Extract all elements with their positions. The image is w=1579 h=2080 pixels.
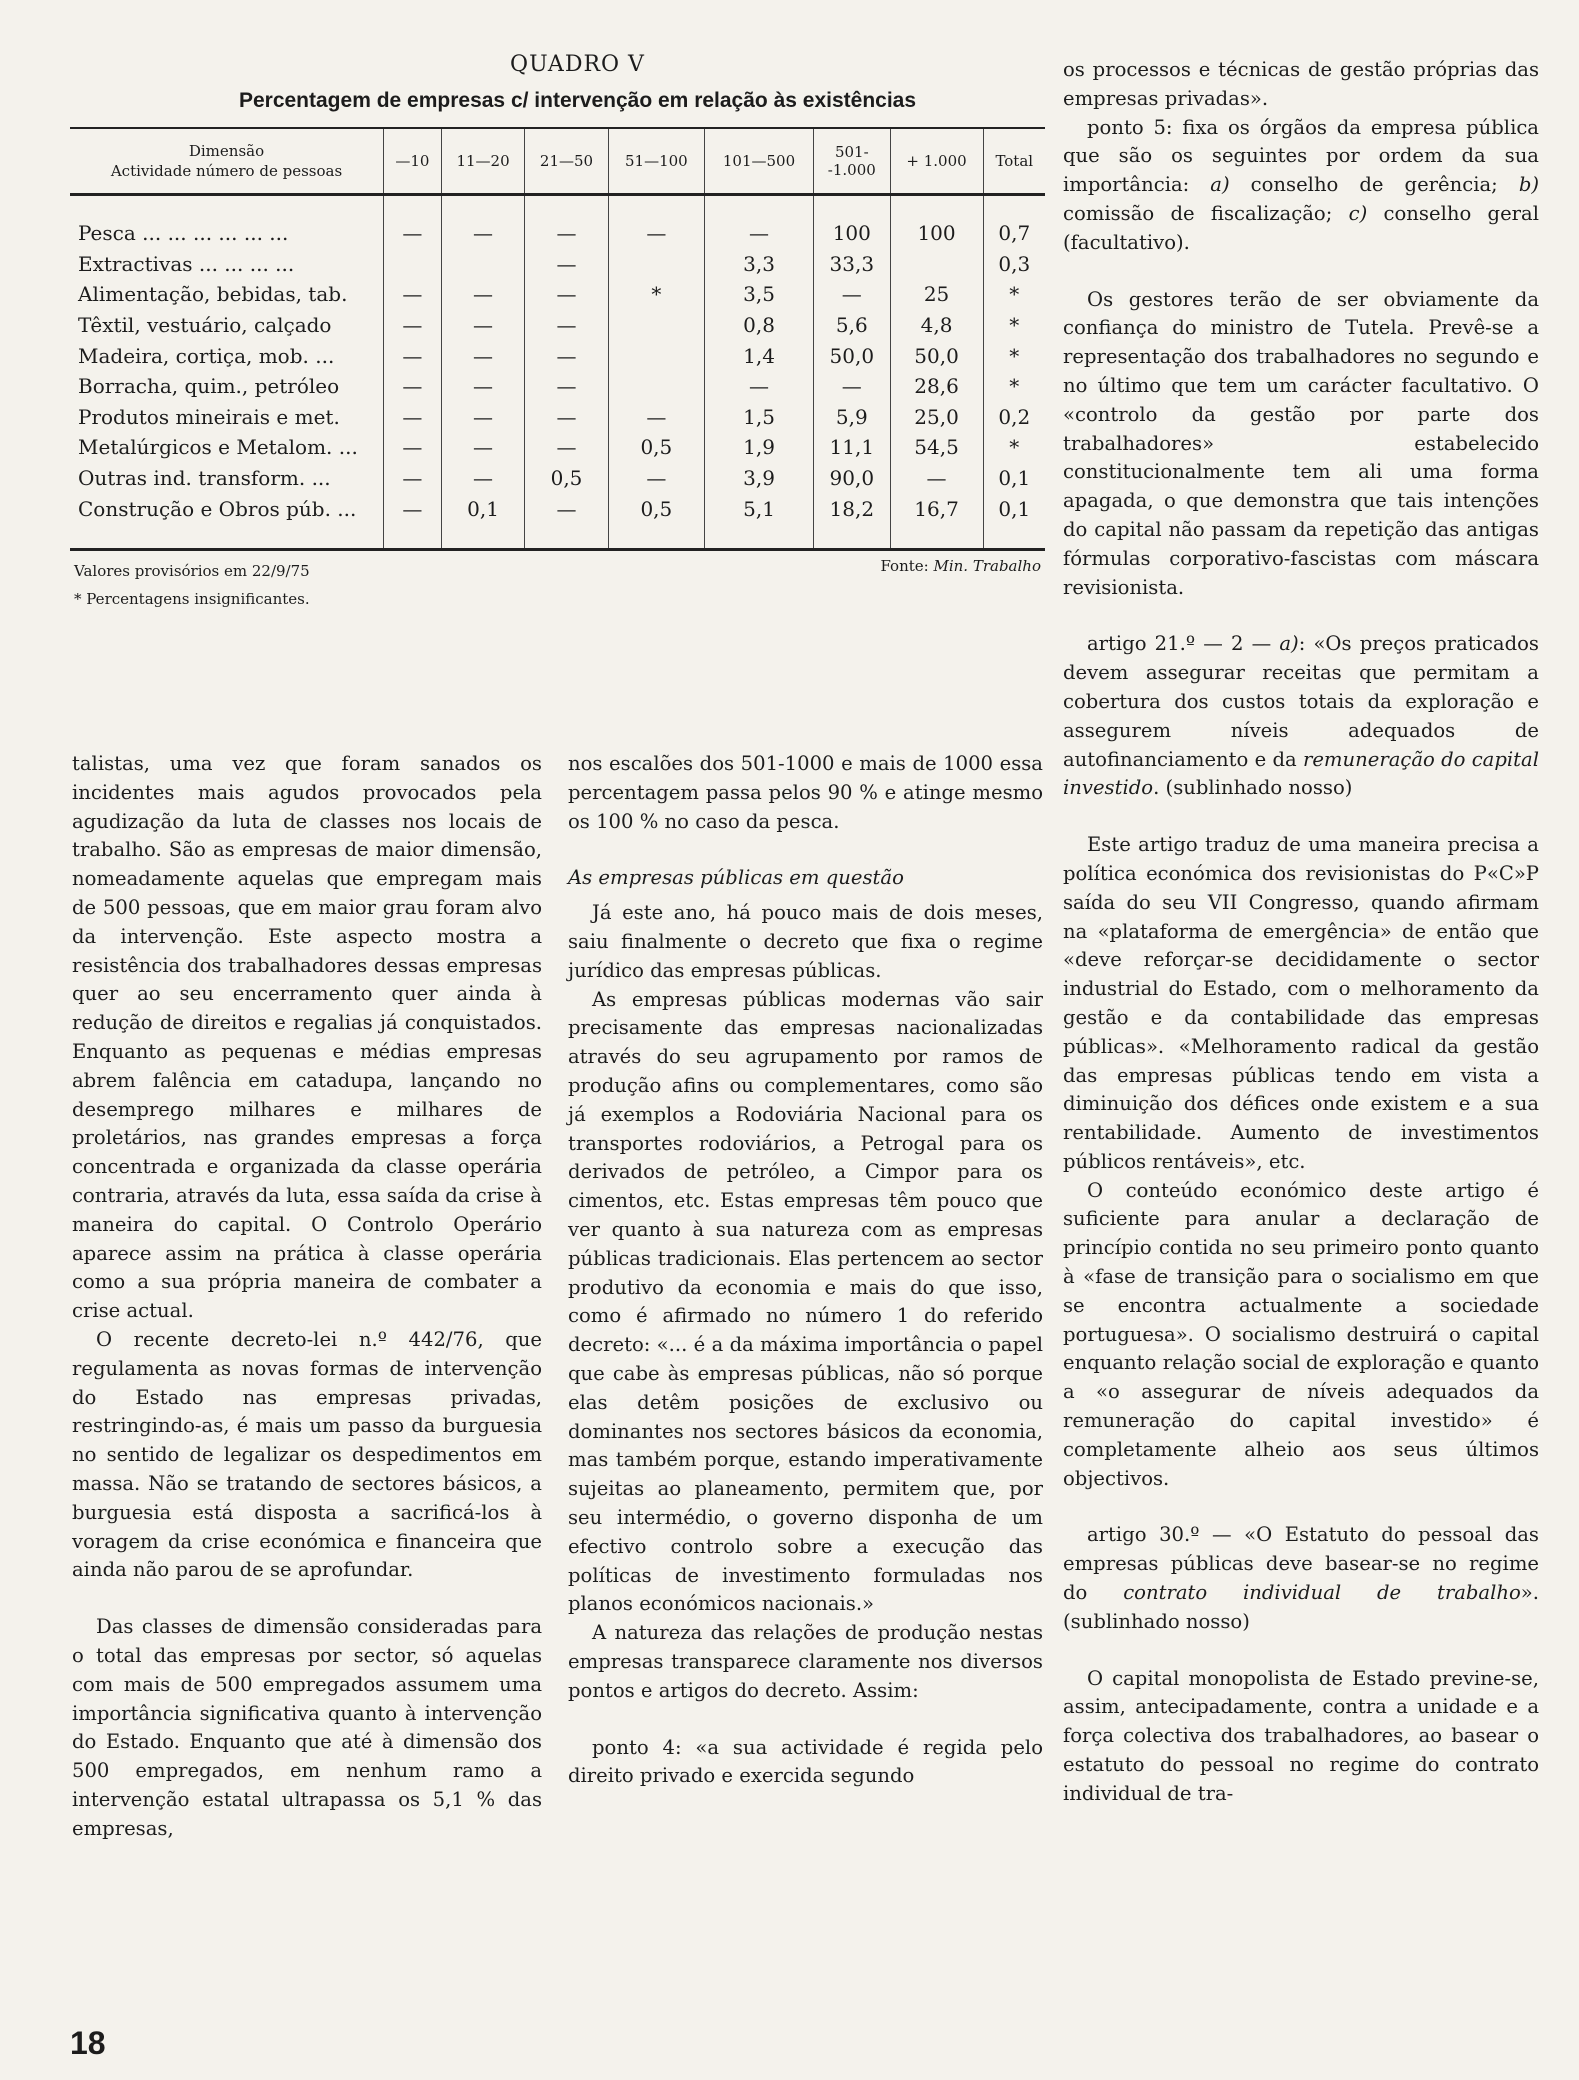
- row-label: Construção e Obros púb. ...: [70, 493, 384, 549]
- table-cell: —: [441, 310, 524, 341]
- table-cell: *: [983, 371, 1045, 402]
- table-cell: —: [441, 432, 524, 463]
- table-cell: —: [441, 340, 524, 371]
- emphasis: contrato individual de trabalho: [1123, 1581, 1521, 1605]
- table-row: [70, 493, 1045, 549]
- paragraph: ponto 4: «a sua actividade é regida pelo direito privado e exercida segundo: [568, 1735, 1043, 1788]
- table-cell: 50,0: [890, 340, 983, 371]
- table-cell: *: [983, 340, 1045, 371]
- row-header-cell: [70, 128, 384, 195]
- row-label: Borracha, quim., petróleo: [78, 374, 340, 399]
- table-cell: 5,9: [814, 402, 891, 433]
- paragraph: As empresas públicas modernas vão sair precisamente das empresas nacionalizadas através do seu agrupamento por ramos de produção afins ou complementares, como são já exemplos a Rodoviária Nacional para os transportes rodoviários, a Petrogal para os derivados de petróleo, a Cimpor para os cimentos, etc. Estas empresas têm pouco que ver quanto à sua natureza com as empresas públicas tradicionais. Elas pertencem ao sector produtivo da economia e mais do que isso, como é afirmado no número 1 do referido decreto: «... é a da máxima importância o papel que cabe às empresas públicas, não só porque elas detêm posições de exclusivo ou dominantes nos sectores básicos da economia, mas também porque, estando imperativamente sujeitas ao planeamento, permitem que, por seu intermédio, o governo disponha de um efectivo controlo sobre a execução das políticas de investimento formuladas nos planos económicos nacionais.»: [568, 987, 1043, 1616]
- table-row: [70, 310, 1045, 341]
- column-header: 51—100: [608, 128, 704, 195]
- intervention-table: [70, 127, 1045, 551]
- header-dimension: Dimensão: [188, 142, 265, 160]
- table-cell: —: [525, 340, 608, 371]
- table-cell: —: [814, 279, 891, 310]
- table-cell: —: [441, 279, 524, 310]
- table-cell: —: [525, 402, 608, 433]
- source-label: Fonte:: [880, 556, 929, 575]
- table-cell: 28,6: [890, 371, 983, 402]
- table-cell: [608, 340, 704, 371]
- emphasis: remuneração do capital investido: [1063, 747, 1539, 800]
- text-column-2: [568, 750, 1043, 1791]
- table-cell: 0,1: [983, 493, 1045, 549]
- table-cell: —: [608, 463, 704, 494]
- table-cell: *: [983, 432, 1045, 463]
- table-cell: [384, 249, 442, 280]
- table-footer: [70, 557, 1045, 619]
- row-label: Alimentação, bebidas, tab.: [78, 282, 348, 307]
- table-subtitle: Percentagem de empresas c/ intervenção em relação às existências: [238, 89, 917, 112]
- list-letter: b): [1518, 173, 1539, 197]
- row-label: Outras ind. transform. ...: [78, 466, 331, 491]
- table-cell: —: [608, 402, 704, 433]
- table-cell: 50,0: [814, 340, 891, 371]
- table-cell: [441, 249, 524, 280]
- table-cell: 4,8: [890, 310, 983, 341]
- table-notes: [74, 557, 310, 613]
- text-run: ponto 5: fixa os órgãos da empresa pública que são os seguintes por ordem da sua importância:: [1063, 115, 1539, 197]
- table-cell: [608, 371, 704, 402]
- paragraph: os processos e técnicas de gestão próprias das empresas privadas».: [1063, 58, 1539, 110]
- paragraph: A natureza das relações de produção nestas empresas transparece claramente nos diversos pontos e artigos do decreto. Assim:: [568, 1621, 1043, 1702]
- text-run: artigo 30.º — «O Estatuto do pessoal das empresas públicas deve basear-se no regime do: [1063, 1523, 1539, 1605]
- table-cell: —: [441, 463, 524, 494]
- table-cell: —: [384, 432, 442, 463]
- table-cell: *: [983, 310, 1045, 341]
- provisional-values-note: Valores provisórios em 22/9/75: [74, 561, 310, 580]
- table-row: [70, 371, 1045, 402]
- table-cell: 0,1: [983, 463, 1045, 494]
- text-run: : «Os preços praticados devem assegurar receitas que permitam a cobertura dos custos totais da exploração e assegurem níveis adequados de autofinanciamento e da: [1063, 632, 1539, 771]
- table-cell: 16,7: [890, 493, 983, 549]
- paragraph: [1063, 1521, 1539, 1636]
- paragraph: O capital monopolista de Estado previne-se, assim, antecipadamente, contra a unidade e a força colectiva dos trabalhadores, ao basear o estatuto do pessoal no regime do contrato individual de tra-: [1063, 1666, 1539, 1805]
- paragraph: O conteúdo económico deste artigo é suficiente para anular a declaração de princípio contida no seu primeiro ponto quanto à «fase de transição para o socialismo em que se encontra actualmente a sociedade portuguesa». O socialismo destruirá o capital enquanto relação social de exploração e quanto a «o assegurar de níveis adequados da remuneração do capital investido» é completamente alheio aos seus últimos objectivos.: [1063, 1178, 1539, 1490]
- text-run: . (sublinhado nosso): [1153, 776, 1353, 800]
- table-title: QUADRO V: [510, 52, 645, 77]
- table-cell: —: [525, 195, 608, 249]
- row-label: Pesca ... ... ... ... ... ...: [78, 221, 289, 246]
- table-cell: 90,0: [814, 463, 891, 494]
- table-cell: —: [525, 371, 608, 402]
- row-label: Metalúrgicos e Metalom. ...: [78, 435, 358, 460]
- table-cell: —: [384, 340, 442, 371]
- table-header-row: [70, 128, 1045, 195]
- text-run: artigo 21.º — 2 —: [1087, 632, 1280, 656]
- table-cell: 0,3: [983, 249, 1045, 280]
- text-run: ». (sublinhado nosso): [1063, 1581, 1539, 1633]
- column-header: Total: [983, 128, 1045, 195]
- row-label: Extractivas ... ... ... ...: [78, 251, 295, 276]
- table-cell: 1,5: [704, 402, 813, 433]
- table-row: [70, 463, 1045, 494]
- text-run: comissão de fiscalização;: [1063, 201, 1349, 225]
- table-cell: [608, 310, 704, 341]
- table-cell: 0,7: [983, 195, 1045, 249]
- table-cell: —: [441, 195, 524, 249]
- table-body: [70, 195, 1045, 550]
- paragraph: Este artigo traduz de uma maneira precisa a política económica dos revisionistas do P«C»P saída do seu VII Congresso, quando afirmam na «plataforma de emergência» de então que «deve reforçar-se decididamente o sector industrial do Estado, com o melhoramento da gestão e da contabilidade das empresas públicas». «Melhoramento radical da gestão das empresas públicas tendo em vista a diminuição dos défices onde existem e a sua rentabilidade. Aumento de investimentos públicos rentáveis», etc.: [1063, 833, 1539, 1173]
- table-cell: 3,5: [704, 279, 813, 310]
- list-letter: a): [1210, 173, 1230, 197]
- column-header: 101—500: [704, 128, 813, 195]
- table-cell: 3,9: [704, 463, 813, 494]
- header-activity: Actividade número de pessoas: [110, 162, 343, 180]
- list-letter: c): [1348, 201, 1368, 225]
- table-cell: —: [384, 402, 442, 433]
- row-label: Madeira, cortiça, mob. ...: [78, 343, 335, 368]
- paragraph: nos escalões dos 501-1000 e mais de 1000 essa percentagem passa pelos 90 % e atinge mesmo os 100 % no caso da pesca.: [568, 752, 1043, 833]
- list-letter: a): [1279, 632, 1299, 656]
- table-row: [70, 340, 1045, 371]
- table-cell: 100: [814, 195, 891, 249]
- paragraph: Já este ano, há pouco mais de dois meses, saiu finalmente o decreto que fixa o regime jurídico das empresas públicas.: [568, 901, 1043, 982]
- page-number: 18: [70, 2025, 106, 2061]
- table-source: [880, 557, 1041, 575]
- table-cell: —: [814, 371, 891, 402]
- column-header: 21—50: [525, 128, 608, 195]
- paragraph: Os gestores terão de ser obviamente da confiança do ministro de Tutela. Prevê-se a representação dos trabalhadores no segundo e no último que tem um carácter facultativo. O «controlo da gestão por parte dos trabalhadores» estabelecido constitucionalmente tem ali uma forma apagada, o que demonstra que tais intenções do capital não passam da repetição das antigas fórmulas corporativo-fascistas com máscara revisionista.: [1063, 287, 1539, 599]
- table-cell: *: [983, 279, 1045, 310]
- table-cell: —: [704, 371, 813, 402]
- table-cell: —: [384, 463, 442, 494]
- table-cell: 25: [890, 279, 983, 310]
- table-cell: 54,5: [890, 432, 983, 463]
- table-row: [70, 195, 1045, 249]
- table-cell: 11,1: [814, 432, 891, 463]
- table-cell: —: [384, 195, 442, 249]
- text-column-3: [1063, 56, 1539, 1809]
- table-cell: —: [384, 279, 442, 310]
- row-label: Produtos mineirais e met.: [78, 404, 340, 429]
- table-cell: *: [608, 279, 704, 310]
- table-cell: —: [384, 310, 442, 341]
- table-cell: 0,5: [608, 432, 704, 463]
- table-row: [70, 279, 1045, 310]
- table-cell: 1,4: [704, 340, 813, 371]
- source-value: Min. Trabalho: [933, 556, 1041, 575]
- table-cell: 0,1: [441, 493, 524, 549]
- table-cell: 5,1: [704, 493, 813, 549]
- table-cell: 5,6: [814, 310, 891, 341]
- column-header: 501- -1.000: [814, 128, 891, 195]
- table-row: [70, 402, 1045, 433]
- paragraph: [1063, 630, 1539, 803]
- table-cell: 0,2: [983, 402, 1045, 433]
- table-cell: [890, 249, 983, 280]
- text-column-1: [72, 750, 542, 1843]
- table-cell: —: [525, 249, 608, 280]
- table-cell: —: [525, 432, 608, 463]
- table-cell: 100: [890, 195, 983, 249]
- table-cell: 3,3: [704, 249, 813, 280]
- table-cell: —: [525, 310, 608, 341]
- table-cell: [608, 249, 704, 280]
- table-cell: 25,0: [890, 402, 983, 433]
- paragraph: talistas, uma vez que foram sanados os incidentes mais agudos provocados pela agudização da luta de classes nos locais de trabalho. São as empresas de maior dimensão, nomeadamente aquelas que empregam mais de 500 pessoas, que em maior grau foram alvo da intervenção. Este aspecto mostra a resistência dos trabalhadores dessas empresas quer ao seu encerramento quer ainda à redução de direitos e regalias já conquistados. Enquanto as pequenas e médias empresas abrem falência em catadupa, lançando no desemprego milhares e milhares de proletários, nas grandes empresas a força concentrada e organizada da classe operária contraria, através da luta, essa saída da crise à maneira do capital. O Controlo Operário aparece assim na prática à classe operária como a sua própria maneira de combater a crise actual.: [72, 752, 542, 1323]
- paragraph: O recente decreto-lei n.º 442/76, que regulamenta as novas formas de intervenção do Estado nas empresas privadas, restringindo-as, é mais um passo da burguesia no sentido de legalizar os despedimentos em massa. Não se tratando de sectores básicos, a burguesia está disposta a sacrificá-los à voragem da crise económica e financeira que ainda não parou de se aprofundar.: [72, 1327, 542, 1582]
- table-cell: 18,2: [814, 493, 891, 549]
- quadro-v-table-block: [70, 52, 1045, 619]
- table-cell: —: [441, 371, 524, 402]
- table-row: [70, 432, 1045, 463]
- table-cell: —: [525, 493, 608, 549]
- table-cell: —: [384, 493, 442, 549]
- table-row: [70, 249, 1045, 280]
- table-cell: —: [441, 402, 524, 433]
- table-cell: 33,3: [814, 249, 891, 280]
- table-cell: 0,8: [704, 310, 813, 341]
- section-heading: As empresas públicas em questão: [568, 866, 904, 890]
- table-cell: —: [384, 371, 442, 402]
- paragraph: Das classes de dimensão consideradas para o total das empresas por sector, só aquelas com mais de 500 empregados assumem uma importância significativa quanto à intervenção do Estado. Enquanto que até à dimensão dos 500 empregados, em nenhum ramo a intervenção estatal ultrapassa os 5,1 % das empresas,: [72, 1615, 542, 1840]
- table-cell: 0,5: [608, 493, 704, 549]
- column-header: + 1.000: [890, 128, 983, 195]
- table-cell: —: [608, 195, 704, 249]
- table-cell: —: [525, 279, 608, 310]
- column-header: 11—20: [441, 128, 524, 195]
- table-cell: —: [890, 463, 983, 494]
- table-cell: —: [704, 195, 813, 249]
- table-cell: 1,9: [704, 432, 813, 463]
- column-header: —10: [384, 128, 442, 195]
- text-run: conselho de gerência;: [1229, 173, 1519, 197]
- asterisk-note: * Percentagens insignificantes.: [74, 589, 310, 608]
- paragraph: [1063, 114, 1539, 258]
- table-cell: 0,5: [525, 463, 608, 494]
- row-label: Têxtil, vestuário, calçado: [78, 313, 332, 338]
- text-run: conselho geral (facultativo).: [1063, 201, 1539, 254]
